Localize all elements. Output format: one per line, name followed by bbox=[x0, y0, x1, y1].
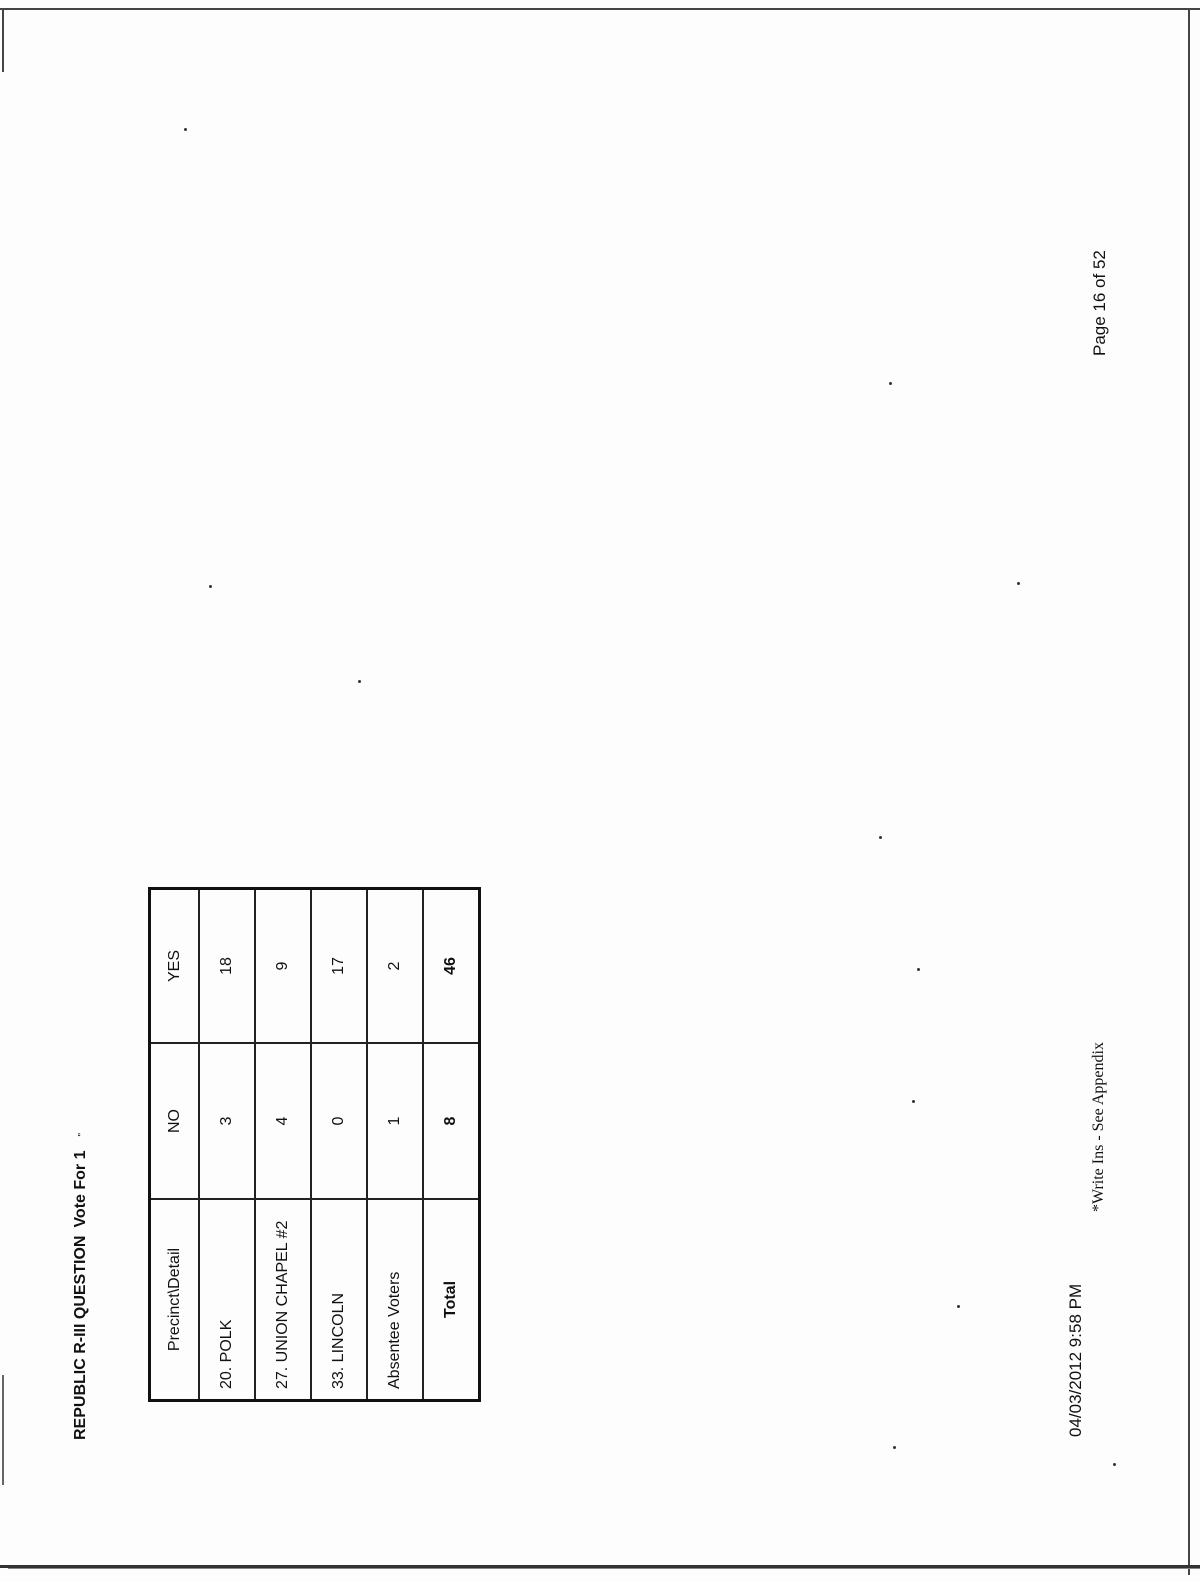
no-count: 1 bbox=[367, 1043, 423, 1199]
yes-count: 9 bbox=[255, 889, 311, 1044]
table-row bbox=[311, 889, 367, 1401]
no-count: 0 bbox=[311, 1043, 367, 1199]
total-no: 8 bbox=[423, 1043, 480, 1199]
page-number: Page 16 of 52 bbox=[1090, 250, 1109, 356]
header-yes: YES bbox=[150, 889, 200, 1044]
table-row bbox=[199, 889, 255, 1401]
report-title bbox=[72, 1133, 90, 1440]
vote-for-label: Vote For 1 bbox=[72, 1150, 89, 1228]
total-row bbox=[423, 889, 480, 1401]
yes-count: 18 bbox=[199, 889, 255, 1044]
total-label: Total bbox=[423, 1199, 480, 1401]
contest-name: REPUBLIC R-III QUESTION bbox=[72, 1235, 89, 1440]
yes-count: 2 bbox=[367, 889, 423, 1044]
table-header-row bbox=[150, 889, 200, 1401]
report-datetime: 04/03/2012 9:58 PM bbox=[1066, 1283, 1085, 1437]
precinct-name: 27. UNION CHAPEL #2 bbox=[255, 1199, 311, 1401]
results-table bbox=[148, 887, 481, 1402]
precinct-name: Absentee Voters bbox=[367, 1199, 423, 1401]
table-row bbox=[367, 889, 423, 1401]
header-no: NO bbox=[150, 1043, 200, 1199]
no-count: 4 bbox=[255, 1043, 311, 1199]
title-mark: " bbox=[77, 1132, 88, 1137]
header-precinct-detail: Precinct\Detail bbox=[150, 1199, 200, 1401]
precinct-name: 33. LINCOLN bbox=[311, 1199, 367, 1401]
write-ins-note: *Write Ins - See Appendix bbox=[1090, 1042, 1107, 1212]
total-yes: 46 bbox=[423, 889, 480, 1044]
no-count: 3 bbox=[199, 1043, 255, 1199]
precinct-name: 20. POLK bbox=[199, 1199, 255, 1401]
yes-count: 17 bbox=[311, 889, 367, 1044]
table-row bbox=[255, 889, 311, 1401]
